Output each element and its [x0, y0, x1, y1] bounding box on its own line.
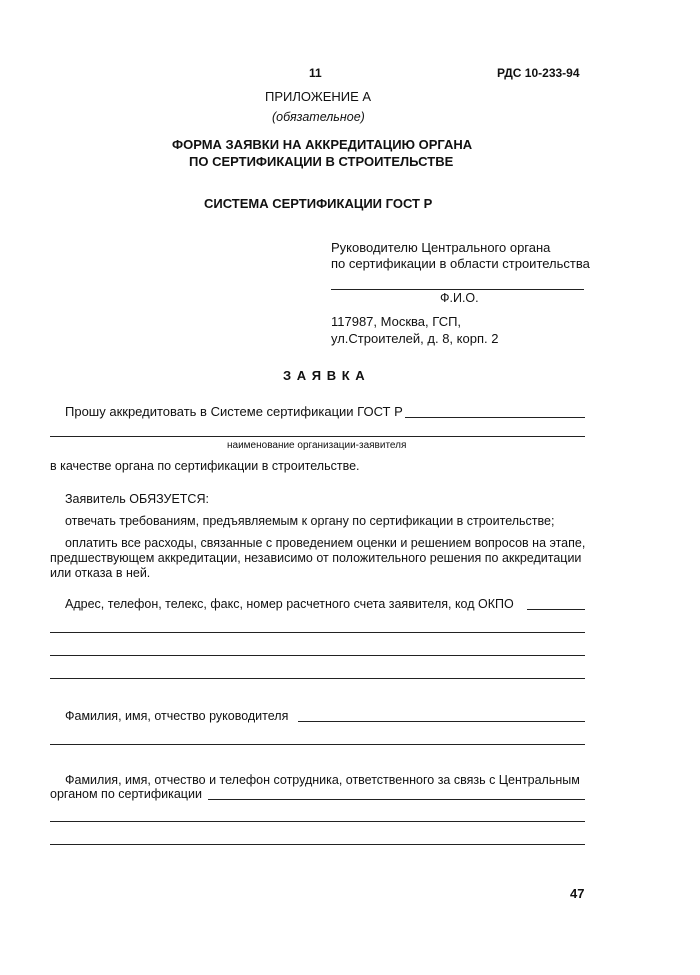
- address-line-c: [50, 678, 585, 679]
- request-fill-line: [405, 417, 585, 418]
- contact-fill-line: [208, 799, 585, 800]
- fio-caption: Ф.И.О.: [440, 291, 479, 305]
- org-caption: наименование организации-заявителя: [227, 440, 407, 451]
- contact-field-label-line2: органом по сертификации: [50, 787, 202, 801]
- request-text: Прошу аккредитовать в Системе сертификации ГОСТ Р: [65, 404, 403, 419]
- address-line-a: [50, 632, 585, 633]
- obligation-1: отвечать требованиям, предъявляемым к органу по сертификации в строительстве;: [65, 514, 555, 528]
- appendix-title: ПРИЛОЖЕНИЕ А: [265, 89, 372, 104]
- head-line-a: [50, 744, 585, 745]
- address-line1: 117987, Москва, ГСП,: [331, 314, 462, 329]
- head-fill-line: [298, 721, 585, 722]
- addressee-line2: по сертификации в области строительства: [331, 256, 590, 271]
- system-title: СИСТЕМА СЕРТИФИКАЦИИ ГОСТ Р: [204, 196, 433, 211]
- obligation-2-line2: предшествующем аккредитации, независимо от положительного решения по аккредитации: [50, 551, 582, 565]
- org-name-line: [50, 436, 585, 437]
- obligations-title: Заявитель ОБЯЗУЕТСЯ:: [65, 492, 209, 506]
- obligation-2-line1: оплатить все расходы, связанные с проведением оценки и решением вопросов на этапе,: [65, 536, 586, 550]
- contact-line-a: [50, 821, 585, 822]
- page-number-bottom: 47: [570, 886, 585, 901]
- contact-line-b: [50, 844, 585, 845]
- appendix-status: (обязательное): [272, 110, 365, 124]
- request-title: З А Я В К А: [283, 368, 366, 383]
- obligation-2-line3: или отказа в ней.: [50, 566, 151, 580]
- document-code: РДС 10-233-94: [497, 66, 580, 80]
- page-number-top: 11: [309, 66, 322, 80]
- address-line2: ул.Строителей, д. 8, корп. 2: [331, 331, 499, 346]
- addressee-line1: Руководителю Центрального органа: [331, 240, 551, 255]
- head-field-label: Фамилия, имя, отчество руководителя: [65, 709, 289, 723]
- address-field-label: Адрес, телефон, телекс, факс, номер расчетного счета заявителя, код ОКПО: [65, 597, 514, 611]
- address-fill-line: [527, 609, 585, 610]
- as-body-text: в качестве органа по сертификации в строительстве.: [50, 459, 360, 473]
- form-title-line1: ФОРМА ЗАЯВКИ НА АККРЕДИТАЦИЮ ОРГАНА: [172, 137, 473, 152]
- form-title-line2: ПО СЕРТИФИКАЦИИ В СТРОИТЕЛЬСТВЕ: [189, 154, 454, 169]
- contact-field-label-line1: Фамилия, имя, отчество и телефон сотрудника, ответственного за связь с Центральным: [65, 773, 580, 787]
- address-line-b: [50, 655, 585, 656]
- fio-underline: [331, 289, 584, 290]
